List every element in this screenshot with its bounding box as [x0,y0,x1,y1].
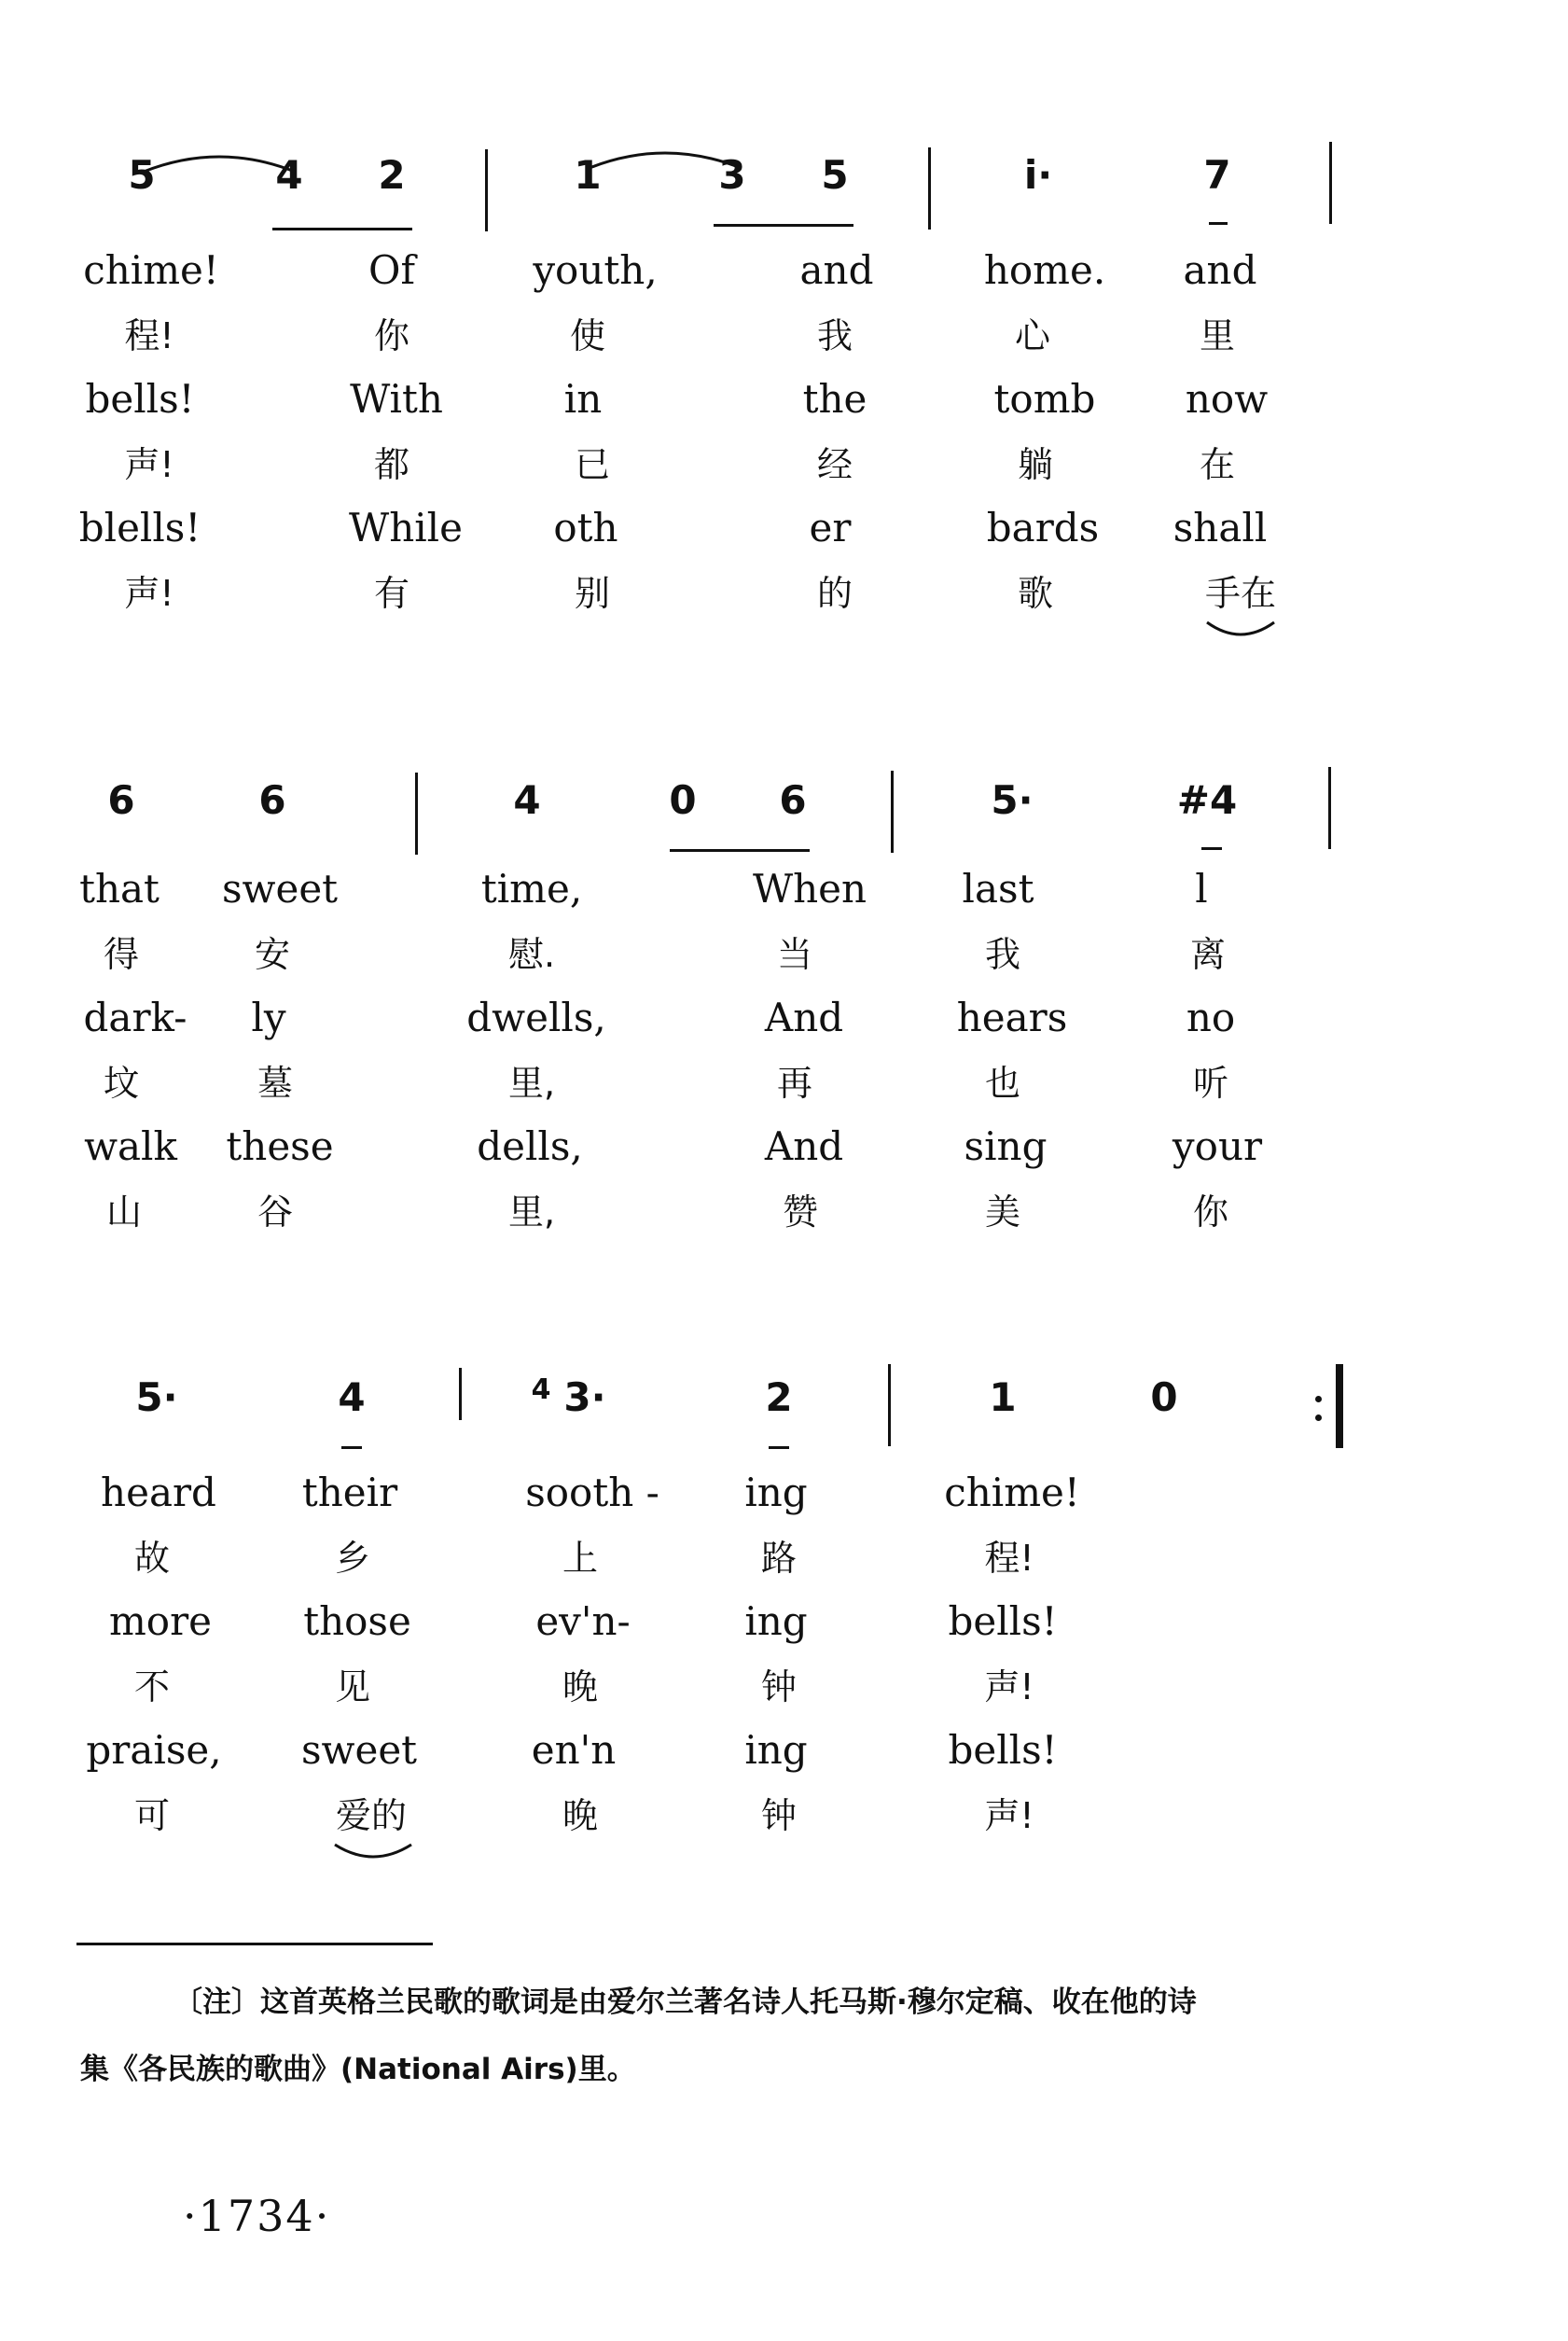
lyric-word: Of [368,247,415,293]
lyric-word: ing [744,1598,808,1644]
footnote-line: 集《各民族的歌曲》(National Airs)里。 [80,2053,636,2086]
note: 6 [107,777,135,823]
lyric-word: ing [744,1470,808,1515]
lyric-word: 的 [816,573,853,614]
lyric-word: dells, [477,1123,583,1169]
lyric-word: oth [553,505,618,550]
lyric-word: 你 [373,315,410,356]
lyric-word: en'n [531,1727,617,1773]
lyric-word: those [303,1598,411,1644]
notation-row [0,1353,1568,1456]
lyric-word: l [1195,866,1208,912]
lyric-word: 晚 [562,1795,599,1836]
note: 6 [779,777,807,823]
lyric-word: praise, [86,1727,222,1773]
lyric-word: While [349,505,463,550]
lyric-word: 爱的 [335,1795,408,1836]
note: 4 [275,152,303,198]
note: 6 [258,777,286,823]
lyric-word: now [1185,376,1269,422]
lyric-word: 离 [1189,934,1227,975]
note: 0 [669,777,697,823]
score-system-3 [0,1353,1568,1875]
lyric-word: 路 [760,1538,798,1579]
lyric-word: 有 [373,573,410,614]
lyric-word: 声! [124,444,174,485]
lyric-word: bells! [85,376,195,422]
note: 1 [574,152,602,198]
notation-row [0,756,1568,858]
lyrics-block [0,1470,1568,1861]
footnote-line: 〔注〕这首英格兰民歌的歌词是由爱尔兰著名诗人托马斯·穆尔定稿、收在他的诗 [173,1986,1197,2019]
lyric-word: 躺 [1017,444,1054,485]
lyric-word: 里, [507,1063,556,1104]
repeat-barline [1336,1364,1343,1448]
lyric-word: 声! [984,1795,1034,1836]
lyric-word: 程! [124,315,174,356]
lyric-word: 手在 [1204,573,1277,614]
lyric-word: 声! [124,573,174,614]
slur [586,144,744,172]
barline [1328,767,1331,849]
lyric-word: ing [744,1727,808,1773]
lyric-word: ev'n- [535,1598,631,1644]
lyric-word: hears [956,995,1068,1040]
underline-beam [769,1446,789,1449]
underline-beam [1209,222,1228,225]
lyric-word: 美 [984,1191,1021,1233]
lyric-word: 当 [776,934,813,975]
note: 2 [378,152,406,198]
barline [459,1368,462,1420]
lyric-word: bards [986,505,1100,550]
lyric-word: 坟 [103,1063,140,1104]
underline-beam [1201,847,1222,850]
lyric-word: 声! [984,1666,1034,1707]
score-system-1 [0,131,1568,653]
lyric-word: 你 [1192,1191,1229,1233]
note: 1 [989,1374,1017,1420]
lyrics-block [0,866,1568,1258]
lyric-word: no [1186,995,1236,1040]
lyric-word: 经 [816,444,853,485]
lyric-word: 心 [1014,315,1051,356]
note: 0 [1150,1374,1178,1420]
lyric-word: 我 [816,315,853,356]
lyric-word: dwells, [466,995,606,1040]
lyric-word: 谷 [257,1191,294,1233]
lyric-word: their [301,1470,398,1515]
lyric-word: 安 [254,934,291,975]
underline-beam [670,849,810,852]
lyric-word: 见 [334,1666,371,1707]
note: 3 [718,152,746,198]
lyric-word: 墓 [257,1063,294,1104]
note: 2 [765,1374,793,1420]
lyric-word: 程! [984,1538,1034,1579]
note: 5 [128,152,156,198]
lyric-word: shall [1173,505,1268,550]
lyric-word: sooth - [525,1470,659,1515]
lyric-word: in [563,376,603,422]
lyric-word: 故 [133,1538,171,1579]
lyric-word: blells! [78,505,201,550]
lyric-word: 赞 [782,1191,819,1233]
note: 4 [513,777,541,823]
lyric-word: last [962,866,1034,912]
lyric-word: 上 [562,1538,599,1579]
underline-beam [341,1446,362,1449]
lyric-word: 里, [507,1191,556,1233]
lyric-word: 别 [574,573,611,614]
lyric-word: 已 [574,444,611,485]
score-system-2 [0,756,1568,1278]
lyric-word: 我 [984,934,1021,975]
lyric-word: and [1183,247,1257,293]
note: 5· [991,777,1034,823]
lyric-word: walk [84,1123,177,1169]
lyric-word: these [226,1123,334,1169]
underline-beam [714,224,853,227]
note: 4 [531,1373,551,1406]
lyric-word: chime! [83,247,219,293]
lyric-word: sing [964,1123,1048,1169]
lyric-word: 钟 [760,1666,798,1707]
page-number: ·1734· [183,2191,331,2241]
lyric-word: 在 [1199,444,1236,485]
lyric-word: 钟 [760,1795,798,1836]
lyric-word: that [79,866,160,912]
lyric-word: tomb [993,376,1096,422]
lyric-word: 可 [133,1795,171,1836]
notation-row [0,131,1568,233]
slur [331,1841,415,1863]
lyric-word: And [764,1123,844,1169]
lyric-word: youth, [533,247,658,293]
lyric-word: your [1172,1123,1263,1169]
lyric-word: 山 [105,1191,143,1233]
lyric-word: 也 [984,1063,1021,1104]
lyric-word: 乡 [334,1538,371,1579]
barline [415,773,418,855]
lyric-word: more [108,1598,213,1644]
lyric-word: 不 [133,1666,171,1707]
lyric-word: And [764,995,844,1040]
lyric-word: 听 [1192,1063,1229,1104]
lyric-word: 都 [373,444,410,485]
barline [928,147,931,230]
lyric-word: and [799,247,874,293]
lyric-word: 得 [103,934,140,975]
footnote-rule [76,1943,433,1945]
lyric-word: the [802,376,867,422]
barline [1329,142,1332,224]
lyric-word: 再 [776,1063,813,1104]
lyric-word: 里 [1199,315,1236,356]
lyric-word: 晚 [562,1666,599,1707]
note: 3· [563,1374,606,1420]
lyric-word: time, [480,866,583,912]
note: 4 [338,1374,366,1420]
slur [1203,619,1278,641]
lyric-word: 歌 [1017,573,1054,614]
barline [888,1364,891,1446]
lyric-word: er [809,505,852,550]
footnote [80,1969,1349,2103]
lyric-word: chime! [944,1470,1080,1515]
lyric-word: When [752,866,867,912]
repeat-dot [1315,1414,1322,1421]
lyrics-block [0,247,1568,639]
repeat-dot [1315,1396,1322,1402]
note: i· [1023,152,1053,198]
barline [891,771,894,853]
lyric-word: sweet [221,866,339,912]
lyric-word: 慰. [507,934,556,975]
lyric-word: home. [983,247,1106,293]
note: 7 [1203,152,1231,198]
lyric-word: With [350,376,443,422]
barline [485,149,488,231]
lyric-word: bells! [948,1727,1058,1773]
lyric-word: bells! [948,1598,1058,1644]
note: 5· [135,1374,178,1420]
lyric-word: heard [101,1470,216,1515]
underline-beam [272,228,412,230]
slur [140,147,298,175]
note: 5 [821,152,849,198]
lyric-word: dark- [83,995,187,1040]
lyric-word: ly [251,995,286,1040]
lyric-word: 使 [569,315,606,356]
lyric-word: sweet [300,1727,418,1773]
note: #4 [1176,777,1238,823]
